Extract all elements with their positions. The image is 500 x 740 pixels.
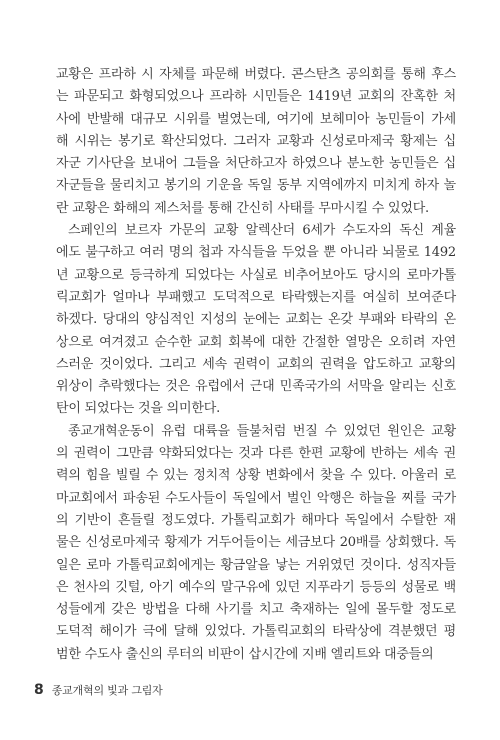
text-line: 종교개혁운동이 유럽 대륙을 들불처럼 번질 수 있었던 원인은 교황 <box>68 423 456 439</box>
text-line: 물은 신성로마제국 황제가 거두어들이는 세금보다 20배를 상회했다. 독 <box>56 535 456 551</box>
text-line: 하겠다. 당대의 양심적인 지성의 눈에는 교회는 온갖 부패와 타락의 온 <box>56 312 456 328</box>
text-line: 는 파문되고 화형되었으나 프라하 시민들은 1419년 교회의 잔혹한 처 <box>56 89 456 105</box>
paragraph <box>56 220 456 421</box>
text-line: 란 교황은 화해의 제스처를 통해 간신히 사태를 무마시킬 수 있었다. <box>56 200 429 216</box>
paragraph <box>56 421 456 666</box>
text-line: 교황은 프라하 시 자체를 파문해 버렸다. 콘스탄츠 공의회를 통해 후스 <box>56 67 456 82</box>
text-line: 자군 기사단을 보내어 그들을 처단하고자 하였으나 분노한 농민들은 십 <box>56 156 456 172</box>
text-line: 해 시위는 봉기로 확산되었다. 그러자 교황과 신성로마제국 황제는 십 <box>56 133 456 149</box>
text-line: 탄이 되었다는 것을 의미한다. <box>56 401 221 417</box>
text-line: 에도 불구하고 여러 명의 첩과 자식들을 두었을 뿐 아니라 뇌물로 1492 <box>56 245 456 261</box>
text-line: 일은 로마 가톨릭교회에게는 황금알을 낳는 거위였던 것이다. 성직자들 <box>56 557 456 573</box>
page-number: 8 <box>34 682 44 698</box>
text-line: 도덕적 해이가 극에 달해 있었다. 가톨릭교회의 타락상에 격분했던 평 <box>56 624 456 640</box>
running-title: 종교개혁의 빛과 그림자 <box>51 684 163 697</box>
text-line: 은 천사의 깃털, 아기 예수의 말구유에 있던 지푸라기 등등의 성물로 백 <box>56 579 456 595</box>
page-footer <box>34 682 163 698</box>
text-line: 범한 수도사 출신의 루터의 비판이 삽시간에 지배 엘리트와 대중들의 <box>56 646 434 662</box>
text-line: 사에 반발해 대규모 시위를 벌였는데, 여기에 보헤미아 농민들이 가세 <box>56 111 456 127</box>
text-line: 위상이 추락했다는 것은 유럽에서 근대 민족국가의 서막을 알리는 신호 <box>56 379 456 395</box>
text-line: 의 권력이 그만큼 약화되었다는 것과 다른 한편 교황에 반하는 세속 권 <box>56 446 456 462</box>
text-line: 성들에게 갖은 방법을 다해 사기를 치고 축재하는 일에 몰두할 정도로 <box>56 602 456 618</box>
body-text <box>56 64 456 666</box>
text-line: 스페인의 보르자 가문의 교황 알렉산더 6세가 수도자의 독신 계율 <box>68 223 456 239</box>
paragraph <box>56 64 456 220</box>
text-line: 의 기반이 흔들릴 정도였다. 가톨릭교회가 해마다 독일에서 수탈한 재 <box>56 512 456 528</box>
text-line: 년 교황으로 등극하게 되었다는 사실로 비추어보아도 당시의 로마가톨 <box>56 267 456 283</box>
text-line: 력의 힘을 빌릴 수 있는 정치적 상황 변화에서 찾을 수 있다. 아울러 로 <box>56 468 456 484</box>
text-line: 마교회에서 파송된 수도사들이 독일에서 벌인 악행은 하늘을 찌를 국가 <box>56 490 456 506</box>
text-line: 자군들을 물리치고 봉기의 기운을 독일 동부 지역에까지 미치게 하자 놀 <box>56 178 456 194</box>
text-line: 스러운 것이었다. 그리고 세속 권력이 교회의 권력을 압도하고 교황의 <box>56 356 456 372</box>
text-line: 릭교회가 얼마나 부패했고 도덕적으로 타락했는지를 여실히 보여준다 <box>56 289 456 305</box>
text-line: 상으로 여겨졌고 순수한 교회 회복에 대한 간절한 열망은 오히려 자연 <box>56 334 456 350</box>
